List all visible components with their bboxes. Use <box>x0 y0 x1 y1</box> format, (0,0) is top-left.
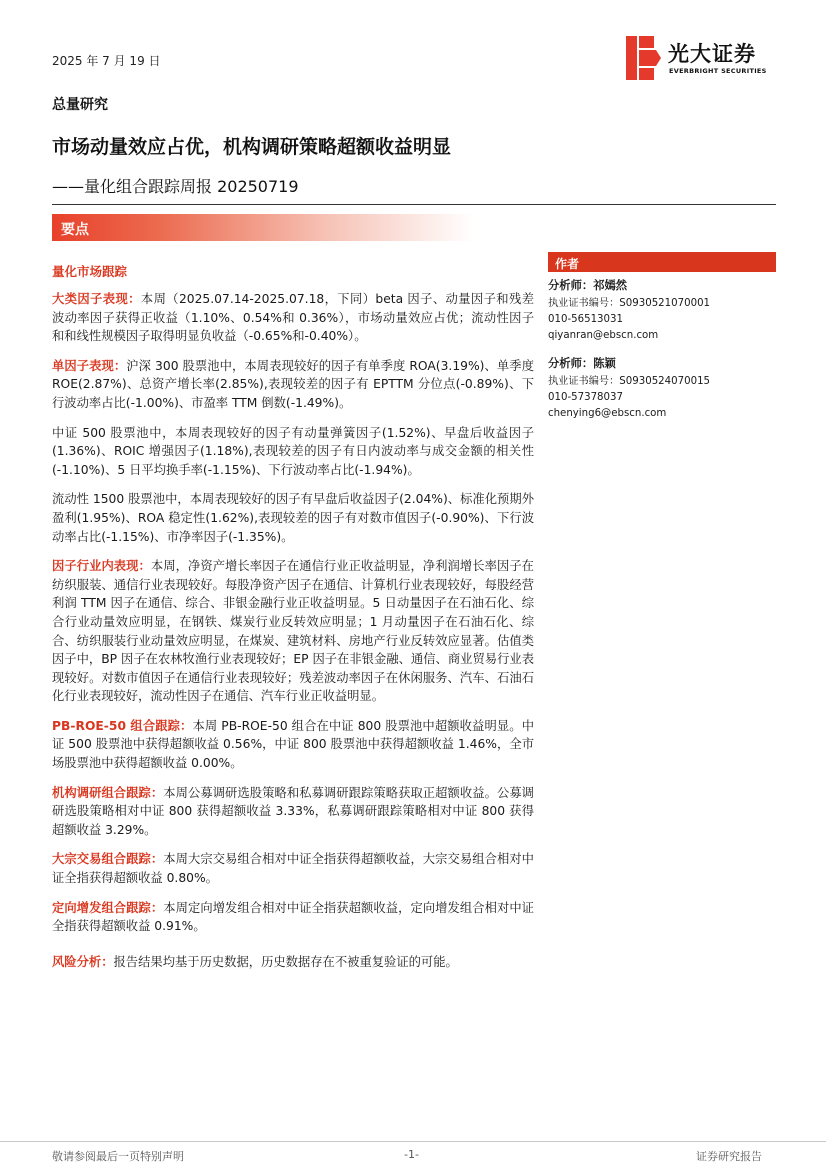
analyst-name: 分析师：祁嫣然 <box>548 279 628 292</box>
key-points-body <box>52 262 534 982</box>
footer-divider <box>0 1141 826 1142</box>
paragraph-text: 本周定向增发组合相对中证全指获超额收益，定向增发组合相对中证全指获得超额收益 0.91%。 <box>52 900 534 934</box>
report-subtitle: ——量化组合跟踪周报 20250719 <box>52 177 299 196</box>
everbright-logo <box>626 36 776 80</box>
key-points-label: 要点 <box>61 222 89 238</box>
paragraph-text: 本周公募调研选股策略和私募调研跟踪策略获取正超额收益。公募调研选股策略相对中证 800 获得超额收益 3.33%，私募调研跟踪策略相对中证 800 获得超额收益 3.29%。 <box>52 785 534 837</box>
paragraph-lead: 单因子表现： <box>52 358 127 373</box>
analyst-email[interactable]: chenying6@ebscn.com <box>548 408 667 419</box>
paragraph-single-factor-hs300 <box>52 357 534 413</box>
paragraph-lead: 因子行业内表现： <box>52 559 151 574</box>
analyst-name: 分析师：陈颖 <box>548 357 616 370</box>
report-date: 2025 年 7 月 19 日 <box>52 54 161 68</box>
logo-text-cn: 光大证券 <box>668 42 756 66</box>
paragraph-factor-class <box>52 290 534 346</box>
paragraph-lead: 定向增发组合跟踪： <box>52 900 164 915</box>
risk-lead: 风险分析： <box>52 954 114 969</box>
paragraph-text: 本周 PB-ROE-50 组合在中证 800 股票池中超额收益明显。中证 500 股票池中获得超额收益 0.56%，中证 800 股票池中获得超额收益 1.46%，全市场股票池中获得超额收益 0.00%。 <box>52 718 534 771</box>
analyst-card <box>548 278 776 344</box>
paragraph-lead: PB-ROE-50 组合跟踪： <box>52 718 193 733</box>
footer-report-type: 证券研究报告 <box>696 1150 762 1163</box>
logo-text-en: EVERBRIGHT SECURITIES <box>669 67 767 75</box>
paragraph-single-factor-zz500 <box>52 424 534 480</box>
author-header <box>548 252 776 272</box>
analyst-license: 执业证书编号：S0930524070015 <box>548 376 711 387</box>
paragraph-block-trade <box>52 850 534 887</box>
everbright-logo-icon <box>626 36 662 80</box>
report-category: 总量研究 <box>52 97 108 113</box>
author-header-label: 作者 <box>555 257 580 271</box>
paragraph-text: 流动性 1500 股票池中，本周表现较好的因子有早盘后收益因子(2.04%)、标准化预期外盈利(1.95%)、ROA 稳定性(1.62%),表现较差的因子有对数市值因子(-0.90%)、下行波动率占比(-1.15%)、市净率因子(-1.35%)。 <box>52 492 534 544</box>
paragraph-text: 本周大宗交易组合相对中证全指获得超额收益，大宗交易组合相对中证全指获得超额收益 0.80%。 <box>52 852 534 886</box>
section-heading: 量化市场跟踪 <box>52 264 128 279</box>
paragraph-text: 本周（2025.07.14-2025.07.18，下同）beta 因子、动量因子和残差波动率因子获得正收益（1.10%、0.54%和 0.36%），市场动量效应占优；流动性因子和和线性规模因子取得明显负收益（-0.65%和-0.40%）。 <box>52 292 534 344</box>
paragraph-institutional-survey <box>52 784 534 840</box>
analyst-phone: 010-56513031 <box>548 314 623 325</box>
risk-text: 报告结果均基于历史数据，历史数据存在不被重复验证的可能。 <box>113 954 458 969</box>
paragraph-industry-factor <box>52 557 534 706</box>
analyst-email[interactable]: qiyanran@ebscn.com <box>548 330 659 341</box>
analyst-phone: 010-57378037 <box>548 392 623 403</box>
paragraph-pb-roe <box>52 717 534 773</box>
footer-disclaimer-note: 敬请参阅最后一页特别声明 <box>52 1150 184 1163</box>
paragraph-single-factor-liq1500 <box>52 490 534 546</box>
report-title: 市场动量效应占优，机构调研策略超额收益明显 <box>52 136 452 158</box>
paragraph-lead: 大宗交易组合跟踪： <box>52 852 164 867</box>
paragraph-private-placement <box>52 899 534 936</box>
paragraph-text: 本周，净资产增长率因子在通信行业正收益明显，净利润增长率因子在纺织服装、通信行业表现较好。每股净资产因子在通信、计算机行业表现较好，每股经营利润 TTM 因子在通信、综合、非银金融行业正收益明显。5 日动量因子在石油石化、综合行业动量效应明显，在钢铁、煤炭行业反转效应明显；1 月动量因子在石油石化、综合、纺织服装行业动量效应明显，在煤炭、建筑材料、房地产行业反转效应显著。估值类因子中，BP 因子在农林牧渔行业表现较好；EP 因子在非银金融、通信、商业贸易行业表现较好。对数市值因子在通信行业表现较好；残差波动率因子在休闲服务、汽车、石油石化行业表现较好，流动性因子在通信、汽车行业正收益明显。 <box>52 559 534 704</box>
analyst-card <box>548 356 776 422</box>
paragraph-text: 沪深 300 股票池中，本周表现较好的因子有单季度 ROA(3.19%)、单季度 ROE(2.87%)、总资产增长率(2.85%),表现较差的因子有 EPTTM 分位点(-0.89%)、下行波动率占比(-1.00%)、市盈率 TTM 倒数(-1.49%)。 <box>52 358 534 410</box>
analyst-license: 执业证书编号：S0930521070001 <box>548 298 711 309</box>
author-sidebar <box>548 252 776 422</box>
page-number: -1- <box>404 1148 419 1161</box>
paragraph-lead: 机构调研组合跟踪： <box>52 785 164 800</box>
title-divider <box>52 204 776 205</box>
paragraph-text: 中证 500 股票池中，本周表现较好的因子有动量弹簧因子(1.52%)、早盘后收益因子(1.36%)、ROIC 增强因子(1.18%),表现较差的因子有日内波动率与成交金额的相关性(-1.10%)、5 日平均换手率(-1.15%)、下行波动率占比(-1.94%)。 <box>52 425 534 477</box>
key-points-banner <box>52 214 474 241</box>
paragraph-lead: 大类因子表现： <box>52 292 141 306</box>
paragraph-risk <box>52 953 534 972</box>
